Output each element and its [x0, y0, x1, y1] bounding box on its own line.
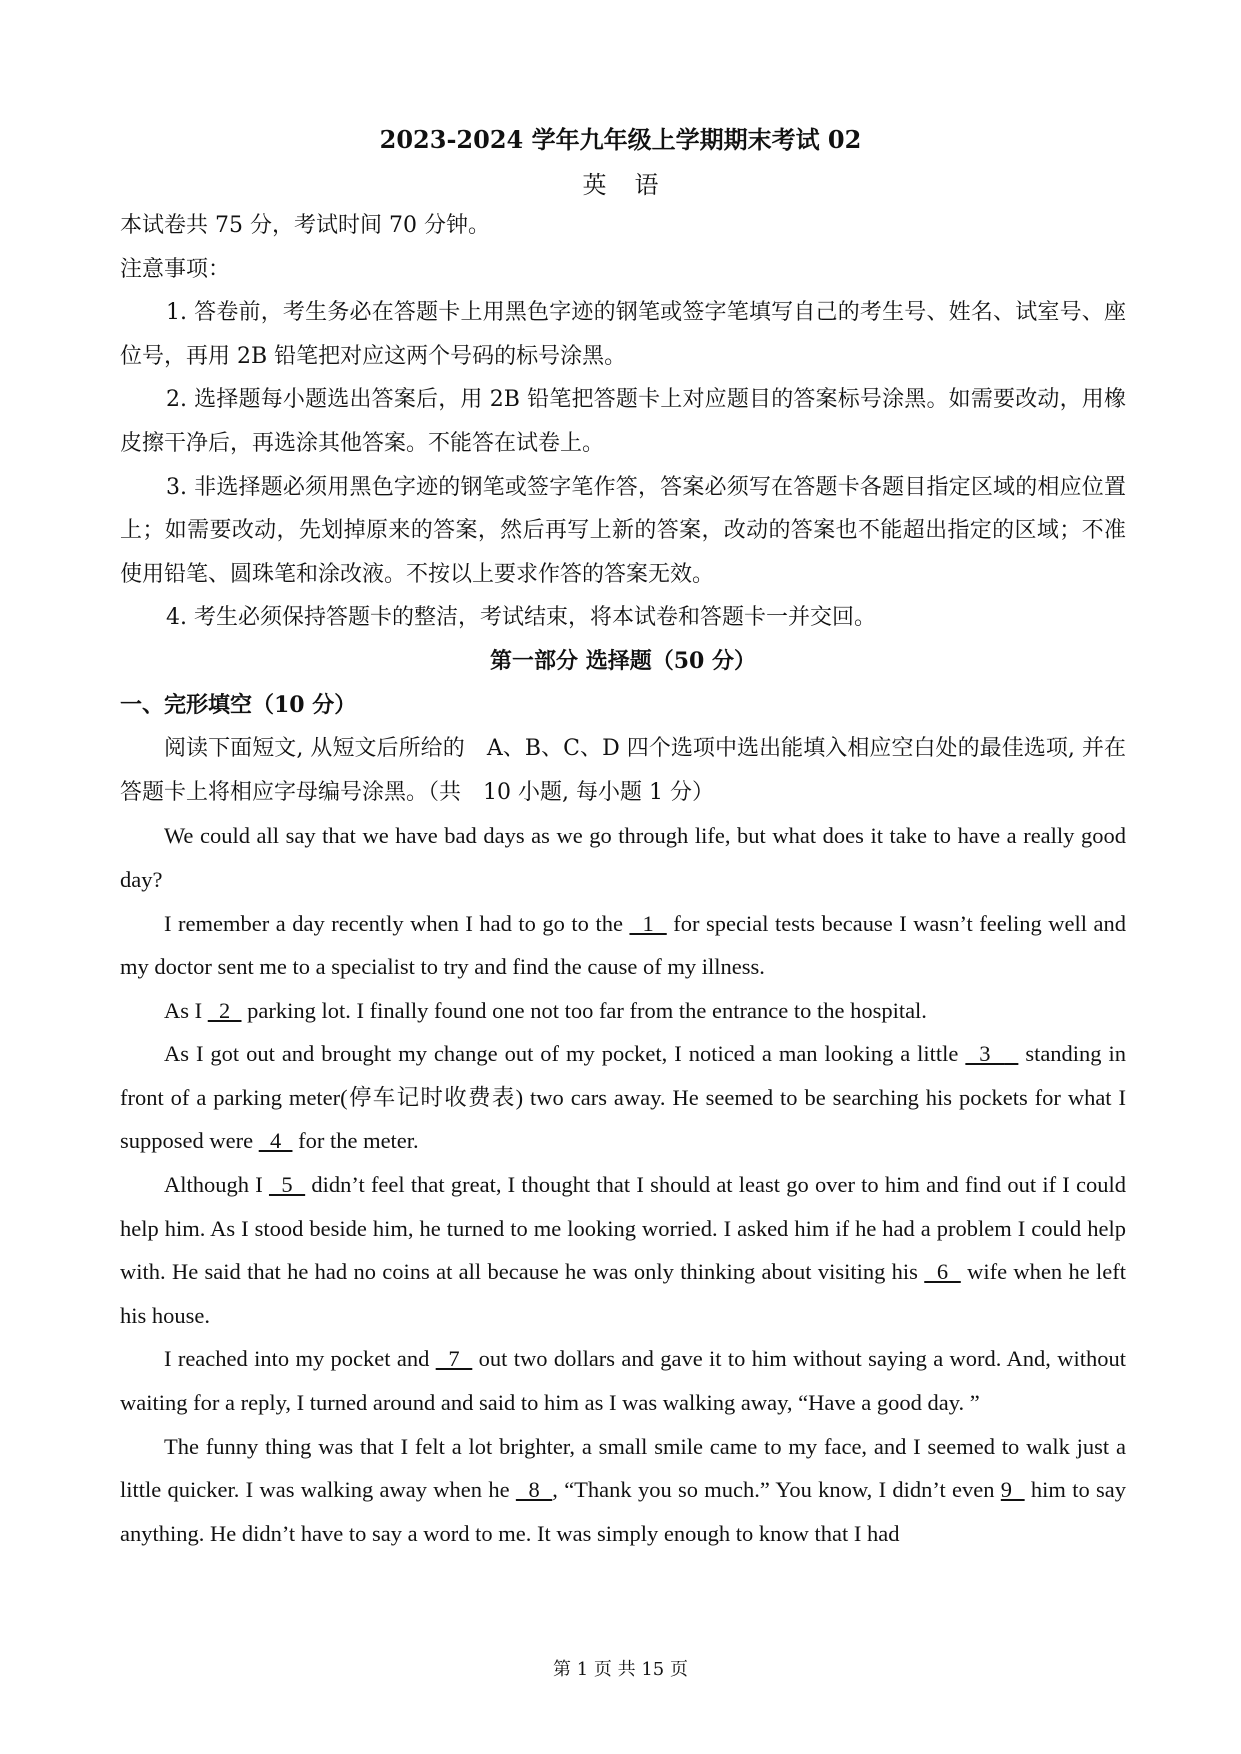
passage-paragraph — [120, 1032, 1126, 1163]
page-footer: 第 1 页 共 15 页 — [553, 1659, 688, 1680]
passage-text: out two dollars and gave it to him without saying a word. And, without waiting for a reply, I turned around and said to him as I was walking away, “Have a good day. ” — [120, 1346, 1126, 1416]
passage-text: We could all say that we have bad days as we go through life, but what does it take to have a really good day? — [120, 823, 1126, 892]
passage-text: As I — [164, 997, 208, 1023]
exam-title: 2023-2024 学年九年级上学期期末考试 02 — [379, 125, 862, 154]
section-instructions: 阅读下面短文, 从短文后所给的 A、B、C、D 四个选项中选出能填入相应空白处的最佳选项, 并在答题卡上将相应字母编号涂黑。（共 10 小题, 每小题 1 分） — [120, 736, 1126, 805]
passage-text: I reached into my pocket and — [164, 1346, 436, 1372]
blank-7: 7 — [435, 1346, 473, 1372]
blank-2: 2 — [207, 997, 242, 1023]
passage-paragraph — [120, 902, 1126, 989]
passage-text: wife when he left his house. — [120, 1259, 1126, 1328]
blank-8: 8 — [515, 1477, 553, 1503]
passage-paragraph — [120, 1163, 1126, 1337]
blank-6: 6 — [924, 1259, 961, 1285]
passage-paragraph — [120, 1425, 1126, 1556]
passage-text: for special tests because I wasn’t feeling well and my doctor sent me to a specialist to try and find the cause of my illness. — [120, 910, 1127, 980]
blank-4: 4 — [258, 1128, 293, 1154]
passage-text: didn’t feel that great, I thought that I should at least go over to him and find out if I could help him. As I stood beside him, he turned to me looking worried. I asked him if he had a problem I could help with. He said that he had no coins at all because he was only thinking about visiting his — [120, 1172, 1127, 1285]
passage-text: him to say anything. He didn’t have to say a word to me. It was simply enough to know that I had — [120, 1477, 1127, 1546]
passage-text: , “Thank you so much.” You know, I didn’t even — [552, 1477, 1001, 1503]
passage-text: standing in front of a parking meter(停车记时收费表) two cars away. He seemed to be searching his pockets for what I supposed were — [120, 1041, 1127, 1154]
note-item: 1. 答卷前，考生务必在答题卡上用黑色字迹的钢笔或签字笔填写自己的考生号、姓名、试室号、座位号，再用 2B 铅笔把对应这两个号码的标号涂黑。 — [120, 300, 1126, 369]
passage-paragraph — [120, 814, 1126, 901]
exam-subject: 英语 — [582, 171, 687, 199]
passage-paragraph — [120, 1337, 1126, 1424]
section-heading: 一、完形填空（10 分） — [120, 691, 357, 718]
blank-3-continued — [1004, 1041, 1018, 1066]
note-item: 3. 非选择题必须用黑色字迹的钢笔或签字笔作答，答案必须写在答题卡各题目指定区域的相应位置上；如需要改动，先划掉原来的答案，然后再写上新的答案，改动的答案也不能超出指定的区域；不准使用铅笔、圆珠笔和涂改液。不按以上要求作答的答案无效。 — [120, 474, 1126, 587]
passage-text: for the meter. — [292, 1128, 419, 1154]
exam-info: 本试卷共 75 分，考试时间 70 分钟。 — [120, 213, 490, 238]
blank-5: 5 — [268, 1172, 306, 1198]
note-item: 2. 选择题每小题选出答案后，用 2B 铅笔把答题卡上对应题目的答案标号涂黑。如需要改动，用橡皮擦干净后，再选涂其他答案。不能答在试卷上。 — [120, 387, 1126, 456]
passage-text: I remember a day recently when I had to go to the — [164, 910, 630, 936]
blank-9: 9 — [1000, 1477, 1025, 1503]
passage-text: As I got out and brought my change out of my pocket, I noticed a man looking a little — [164, 1041, 966, 1067]
passage-paragraph — [120, 989, 1126, 1033]
passage-text: parking lot. I finally found one not too far from the entrance to the hospital. — [241, 997, 927, 1023]
passage-text: The funny thing was that I felt a lot brighter, a small smile came to my face, and I seemed to walk just a little quicker. I was walking away when he — [120, 1433, 1126, 1503]
passage-text: Although I — [164, 1172, 269, 1198]
exam-body — [120, 204, 1126, 1555]
notes-heading: 注意事项： — [120, 256, 231, 282]
part-heading: 第一部分 选择题（50 分） — [490, 647, 756, 674]
blank-1: 1 — [629, 910, 667, 936]
note-item: 4. 考生必须保持答题卡的整洁，考试结束，将本试卷和答题卡一并交回。 — [166, 605, 876, 631]
blank-3: 3 — [965, 1041, 1005, 1067]
